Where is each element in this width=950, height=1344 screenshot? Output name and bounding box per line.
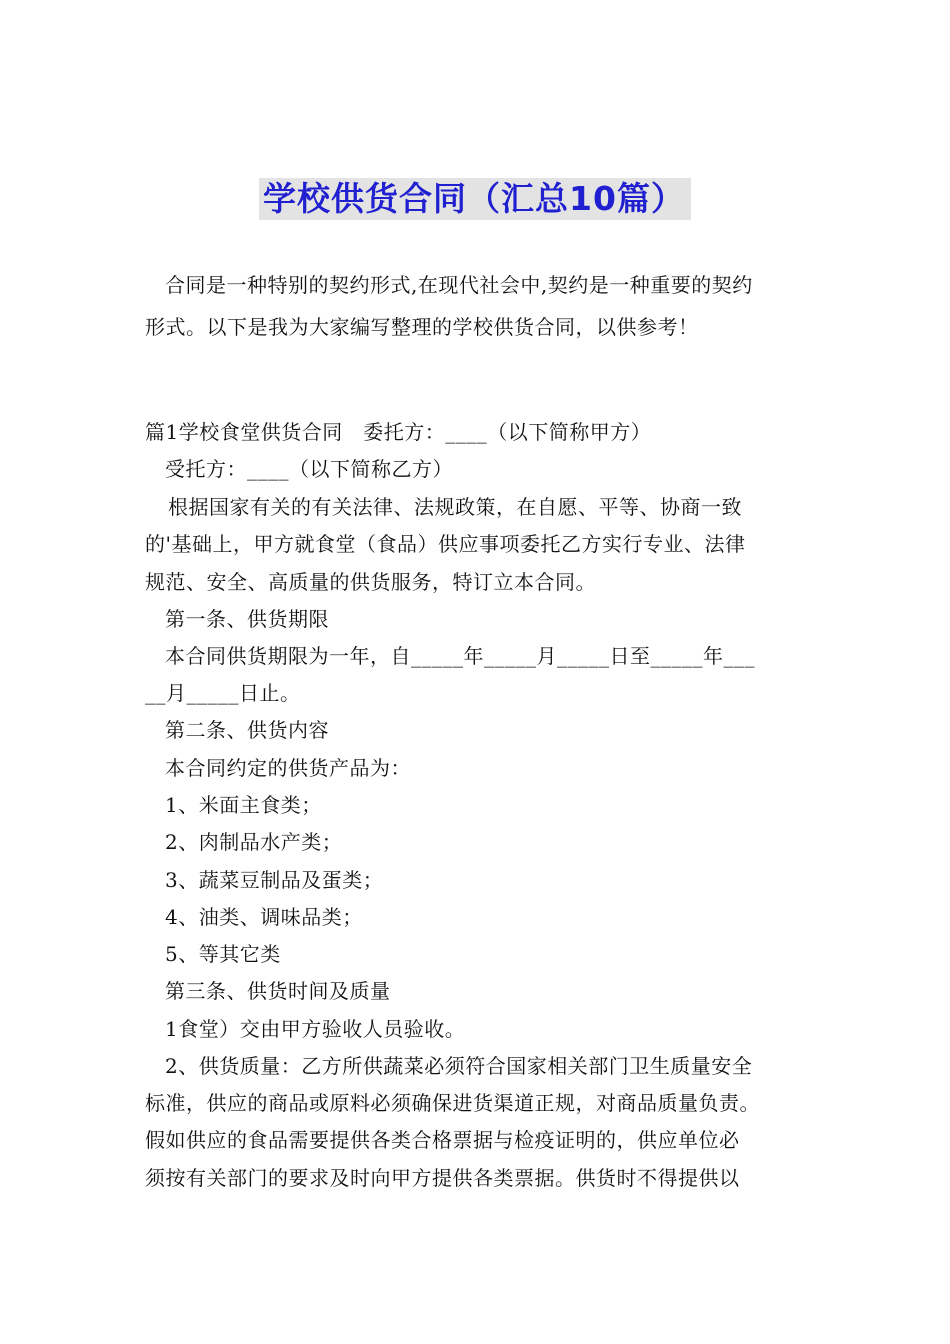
body-line: 须按有关部门的要求及时向甲方提供各类票据。供货时不得提供以 <box>145 1166 740 1190</box>
body-line: 本合同供货期限为一年，自_____年_____月_____日至_____年___ <box>165 644 755 668</box>
body-line: 规范、安全、高质量的供货服务，特订立本合同。 <box>145 570 596 594</box>
title-container <box>0 178 950 220</box>
body-line: 受托方：____（以下简称乙方） <box>165 457 453 481</box>
list-item: 4、油类、调味品类； <box>165 905 363 929</box>
body-line: 本合同约定的供货产品为： <box>165 756 411 780</box>
clause-heading: 第一条、供货期限 <box>165 607 329 631</box>
list-item: 1、米面主食类； <box>165 793 322 817</box>
body-line: __月_____日止。 <box>145 681 301 705</box>
document-title: 学校供货合同（汇总10篇） <box>259 178 691 220</box>
list-item: 5、等其它类 <box>165 942 281 966</box>
section-heading: 篇1学校食堂供货合同 委托方：____（以下简称甲方） <box>145 420 652 444</box>
body-line: 的'基础上，甲方就食堂（食品）供应事项委托乙方实行专业、法律 <box>145 532 746 556</box>
body-line: 标准，供应的商品或原料必须确保进货渠道正规，对商品质量负责。 <box>145 1091 760 1115</box>
intro-line: 形式。以下是我为大家编写整理的学校供货合同，以供参考！ <box>145 315 699 339</box>
clause-heading: 第三条、供货时间及质量 <box>165 979 391 1003</box>
body-line: 根据国家有关的有关法律、法规政策，在自愿、平等、协商一致 <box>168 495 742 519</box>
clause-heading: 第二条、供货内容 <box>165 718 329 742</box>
body-line: 假如供应的食品需要提供各类合格票据与检疫证明的，供应单位必 <box>145 1128 740 1152</box>
body-line: 2、供货质量：乙方所供蔬菜必须符合国家相关部门卫生质量安全 <box>165 1054 753 1078</box>
list-item: 2、肉制品水产类； <box>165 830 343 854</box>
body-line: 1食堂）交由甲方验收人员验收。 <box>165 1017 466 1041</box>
intro-line: 合同是一种特别的契约形式,在现代社会中,契约是一种重要的契约 <box>165 273 753 297</box>
list-item: 3、蔬菜豆制品及蛋类； <box>165 868 384 892</box>
